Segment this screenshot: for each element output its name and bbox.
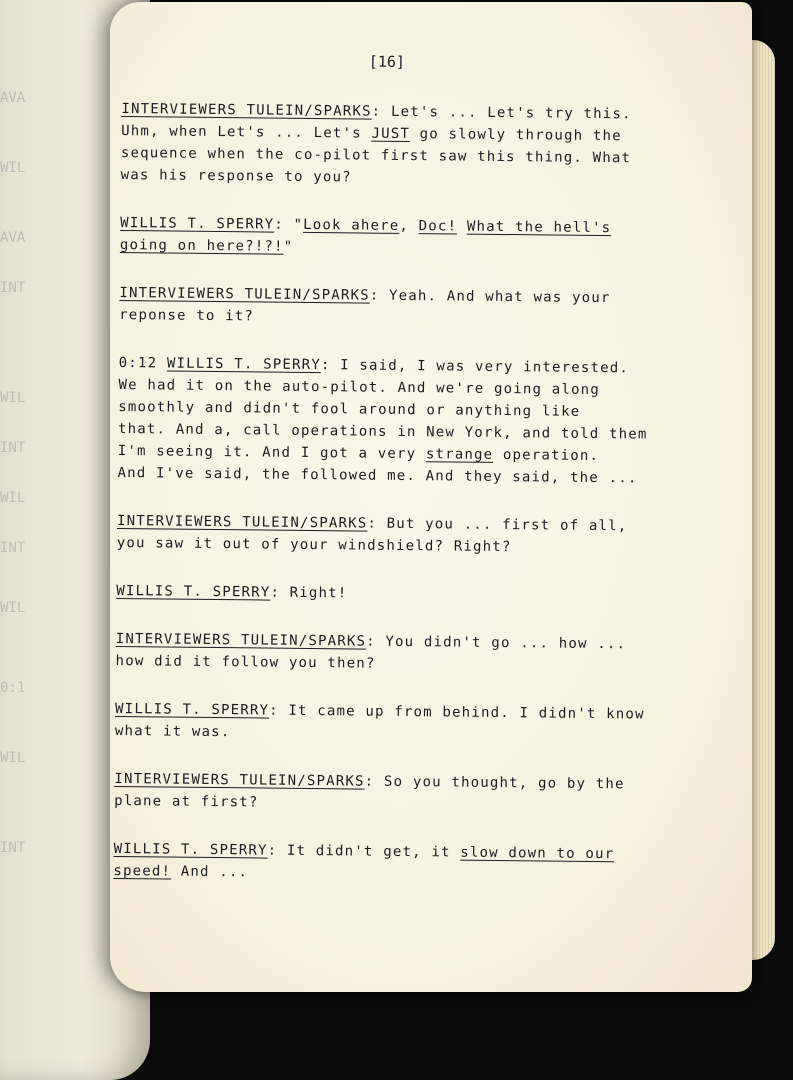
- transcript-entry: [117, 352, 648, 489]
- speaker-colon: :: [269, 702, 289, 719]
- speaker-colon: :: [364, 773, 385, 790]
- underlined-text: Look ahere: [303, 216, 400, 234]
- facing-page-text-fragment: AVA: [0, 90, 26, 106]
- underlined-text: What the hell's: [466, 218, 612, 237]
- page-number: [16]: [368, 52, 406, 71]
- speaker-colon: :: [371, 103, 392, 120]
- transcript-entry: [120, 212, 620, 261]
- transcript-entry: [113, 838, 613, 887]
- transcript-entry: [120, 98, 632, 191]
- text-segment: that. And a, call operations in New York, and told them: [117, 420, 648, 443]
- transcript-entry: [114, 698, 645, 747]
- underlined-text: speed!: [113, 862, 172, 880]
- facing-page-text-fragment: INT: [0, 540, 26, 556]
- transcript-entry: [115, 628, 627, 677]
- speaker-name: INTERVIEWERS TULEIN/SPARKS: [114, 770, 365, 790]
- text-segment: you saw it out of your windshield? Right?: [116, 534, 512, 556]
- underlined-text: strange: [425, 446, 494, 463]
- transcript-line: [117, 462, 638, 489]
- speaker-name: WILLIS T. SPERRY: [116, 582, 271, 601]
- speaker-name: WILLIS T. SPERRY: [120, 214, 275, 233]
- text-segment: I said, I was very interested.: [340, 357, 630, 377]
- text-segment: plane at first?: [114, 792, 259, 811]
- text-segment: operation.: [493, 446, 600, 465]
- speaker-colon: :: [367, 515, 387, 532]
- underlined-text: Doc!: [418, 218, 458, 235]
- text-segment: go slowly through the: [409, 126, 622, 145]
- facing-page-text-fragment: AVA: [0, 230, 26, 246]
- underlined-text: JUST: [371, 125, 411, 143]
- facing-page-text-fragment: INT: [0, 440, 26, 456]
- speaker-name: INTERVIEWERS TULEIN/SPARKS: [121, 100, 372, 120]
- speaker-name: INTERVIEWERS TULEIN/SPARKS: [115, 630, 367, 650]
- text-segment: ": [283, 238, 294, 255]
- timestamp: 0:12: [118, 354, 167, 372]
- speaker-colon: :: [267, 842, 288, 859]
- text-segment: how did it follow you then?: [115, 652, 376, 672]
- text-segment: what it was.: [114, 722, 231, 741]
- facing-page-text-fragment: WIL: [0, 490, 26, 506]
- text-segment: ,: [399, 217, 419, 235]
- transcript-blocks: [113, 98, 648, 887]
- text-segment: Let's ... Let's try this.: [390, 103, 632, 123]
- speaker-colon: :: [274, 216, 294, 233]
- text-segment: We had it on the auto-pilot. And we're going along: [118, 376, 600, 399]
- speaker-name: INTERVIEWERS TULEIN/SPARKS: [119, 284, 370, 304]
- text-segment: And ...: [171, 863, 249, 881]
- facing-page-text-fragment: INT: [0, 840, 26, 856]
- text-segment: It didn't get, it: [286, 842, 461, 861]
- transcript-entry: [119, 282, 619, 331]
- text-segment: reponse to it?: [119, 306, 255, 325]
- text-segment: So you thought, go by the: [383, 773, 625, 793]
- facing-page-text-fragment: WIL: [0, 750, 26, 766]
- speaker-name: WILLIS T. SPERRY: [115, 700, 270, 719]
- transcript-entry: [116, 510, 628, 559]
- text-segment: I'm seeing it. And I got a very: [117, 442, 426, 463]
- transcript-entry: [116, 580, 616, 607]
- text-segment: And I've said, the followed me. And they said, the ...: [117, 464, 638, 487]
- text-segment: Uhm, when Let's ... Let's: [121, 122, 372, 142]
- text-segment: Right!: [289, 584, 348, 602]
- text-segment: was his response to you?: [120, 166, 352, 186]
- speaker-name: WILLIS T. SPERRY: [113, 840, 268, 859]
- speaker-colon: :: [320, 357, 341, 374]
- underlined-text: going on here?!?!: [119, 236, 284, 255]
- text-segment: But you ... first of all,: [386, 515, 628, 535]
- text-segment: ": [293, 216, 304, 233]
- speaker-name: WILLIS T. SPERRY: [166, 355, 322, 374]
- speaker-colon: :: [366, 633, 386, 650]
- speaker-colon: :: [270, 584, 290, 601]
- underlined-text: slow down to our: [460, 844, 615, 863]
- text-segment: sequence when the co-pilot first saw this thing. What: [120, 144, 632, 167]
- facing-page-text-fragment: WIL: [0, 160, 26, 176]
- transcript-line: [116, 580, 616, 607]
- text-segment: It came up from behind. I didn't know: [288, 702, 645, 723]
- text-segment: smoothly and didn't fool around or anything like: [118, 398, 581, 420]
- facing-page-text-fragment: WIL: [0, 600, 26, 616]
- text-segment: You didn't go ... how ...: [385, 633, 627, 653]
- text-segment: Yeah. And what was your: [388, 287, 611, 307]
- transcript-entry: [114, 768, 625, 817]
- speaker-name: INTERVIEWERS TULEIN/SPARKS: [116, 512, 368, 532]
- text-segment: [457, 219, 467, 235]
- speaker-colon: :: [369, 287, 390, 304]
- facing-page-text-fragment: 0:1: [0, 680, 26, 696]
- transcript-text: [113, 50, 648, 913]
- facing-page-text-fragment: WIL: [0, 390, 26, 406]
- facing-page-text-fragment: INT: [0, 280, 26, 296]
